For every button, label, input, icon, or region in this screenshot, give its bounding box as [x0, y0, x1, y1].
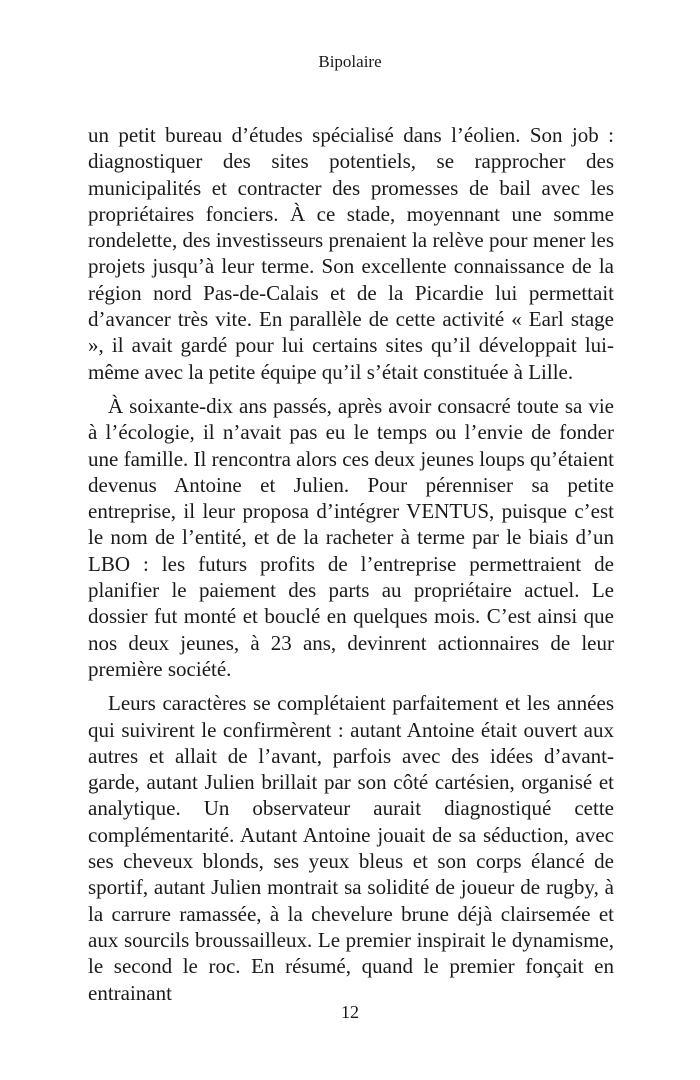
paragraph-3: Leurs caractères se complétaient parfaitement et les années qui suivirent le confirmèrent : autant Antoine était ouvert aux autres et allait de l’avant, parfois avec des idées d’avant-garde, autant Julien brillait par son côté cartésien, organisé et analytique. Un observateur aurait diagnostiqué cette complémentarité. Autant Antoine jouait de sa séduction, avec ses cheveux blonds, ses yeux bleus et son corps élancé de sportif, autant Julien montrait sa solidité de joueur de rugby, à la carrure ramassée, à la chevelure brune déjà clairsemée et aux sourcils broussailleux. Le premier inspirait le dynamisme, le second le roc. En résumé, quand le premier fonçait en entrainant	[88, 691, 614, 1005]
running-head-title: Bipolaire	[318, 52, 382, 71]
body-text	[88, 122, 614, 1006]
paragraph-1: un petit bureau d’études spécialisé dans l’éolien. Son job : diagnostiquer des sites potentiels, se rapprocher des municipalités et contracter des promesses de bail avec les propriétaires fonciers. À ce stade, moyennant une somme rondelette, des investisseurs prenaient la relève pour mener les projets jusqu’à leur terme. Son excellente connaissance de la région nord Pas-de-Calais et de la Picardie lui permettait d’avancer très vite. En parallèle de cette activité « Earl stage », il avait gardé pour lui certains sites qu’il développait lui-même avec la petite équipe qu’il s’était constituée à Lille.	[88, 123, 614, 384]
paragraph-2: À soixante-dix ans passés, après avoir consacré toute sa vie à l’écologie, il n’avait pas eu le temps ou l’envie de fonder une famille. Il rencontra alors ces deux jeunes loups qu’étaient devenus Antoine et Julien. Pour pérenniser sa petite entreprise, il leur proposa d’intégrer VENTUS, puisque c’est le nom de l’entité, et de la racheter à terme par le biais d’un LBO : les futurs profits de l’entreprise permettraient de planifier le paiement des parts au propriétaire actuel. Le dossier fut monté et bouclé en quelques mois. C’est ainsi que nos deux jeunes, à 23 ans, devinrent actionnaires de leur première société.	[88, 393, 614, 681]
page-number: 12	[341, 1002, 359, 1022]
